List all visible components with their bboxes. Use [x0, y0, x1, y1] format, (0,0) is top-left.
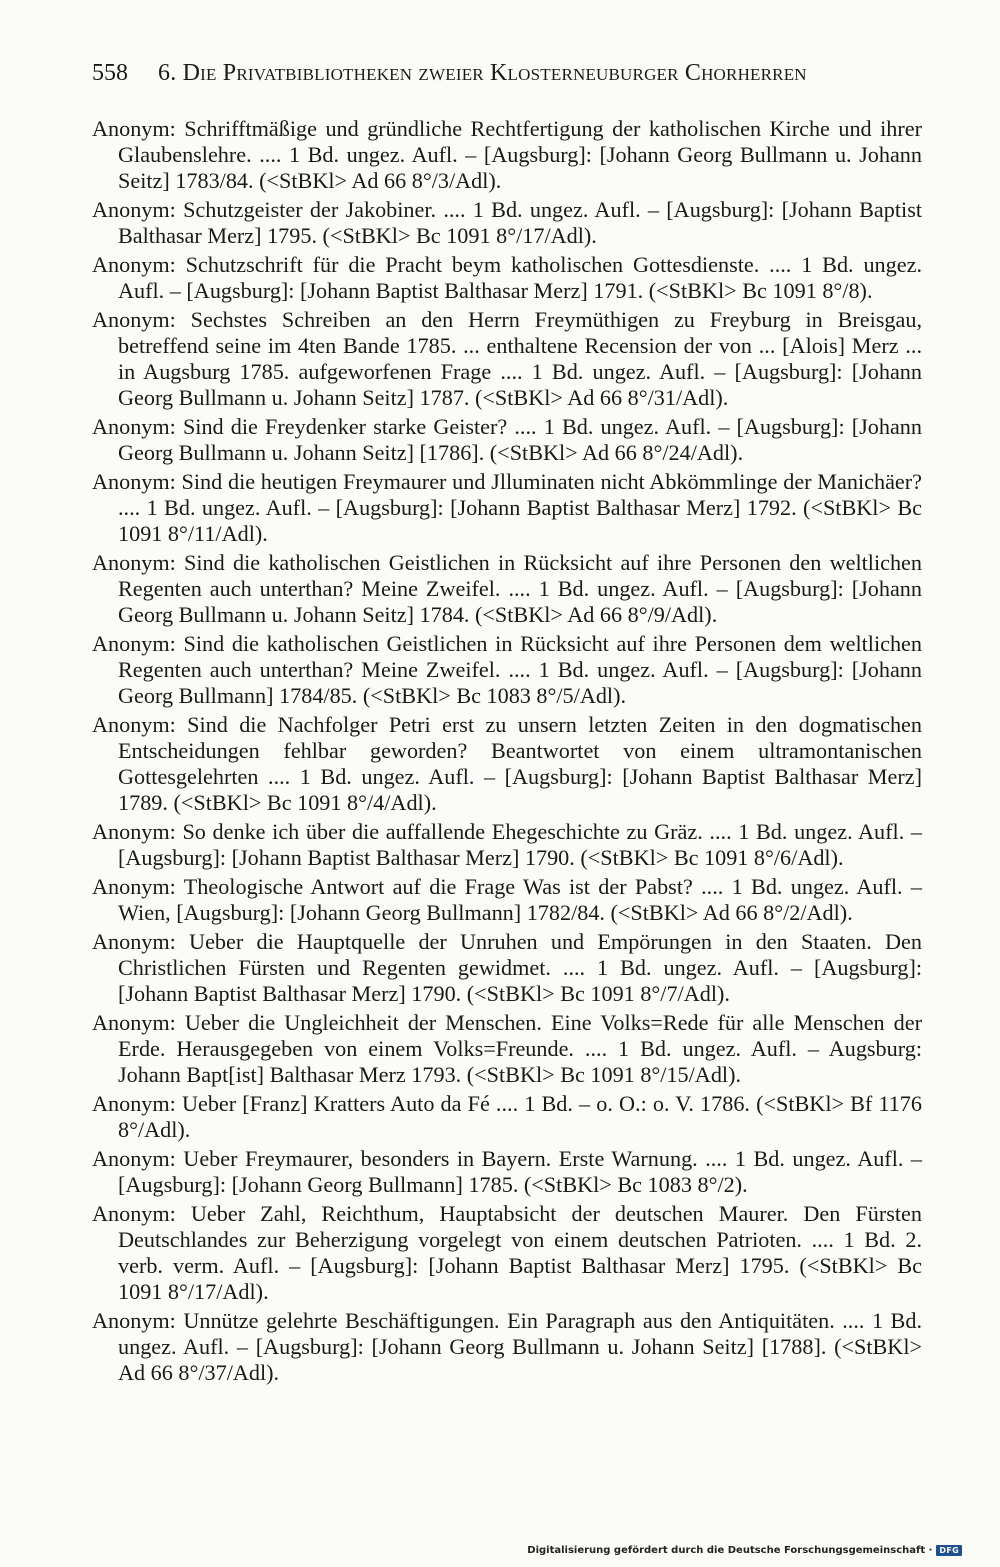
bibliography-entry: Anonym: Sind die katholischen Geistlichen in Rücksicht auf ihre Personen den weltlichen Regenten auch unterthan? Meine Zweifel. .... 1 Bd. ungez. Aufl. – [Augsburg]: [Johann Georg Bullmann u. Johann Seitz] 1784. (<StBKl> Ad 66 8°/9/Adl).: [92, 550, 922, 627]
bibliography-list: [92, 116, 922, 1389]
bibliography-entry: Anonym: Ueber die Ungleichheit der Menschen. Eine Volks=Rede für alle Menschen der Erde. Herausgegeben von einem Volks=Freunde. .... 1 Bd. ungez. Aufl. – Augsburg: Johann Bapt[ist] Balthasar Merz 1793. (<StBKl> Bc 1091 8°/15/Adl).: [92, 1010, 922, 1087]
bibliography-entry: Anonym: Sind die Nachfolger Petri erst zu unsern letzten Zeiten in den dogmatischen Entscheidungen fehlbar geworden? Beantwortet von einem ultramontanischen Gottesgelehrten .... 1 Bd. ungez. Aufl. – [Augsburg]: [Johann Baptist Balthasar Merz] 1789. (<StBKl> Bc 1091 8°/4/Adl).: [92, 712, 922, 815]
bibliography-entry: Anonym: Sechstes Schreiben an den Herrn Freymüthigen zu Freyburg in Breisgau, betreffend seine im 4ten Bande 1785. ... enthaltene Recension der von ... [Alois] Merz ... in Augsburg 1785. aufgeworfenen Frage .... 1 Bd. ungez. Aufl. – [Augsburg]: [Johann Georg Bullmann u. Johann Seitz] 1787. (<StBKl> Ad 66 8°/31/Adl).: [92, 307, 922, 410]
bibliography-entry: Anonym: Ueber Zahl, Reichthum, Hauptabsicht der deutschen Maurer. Den Fürsten Deutschlandes zur Beherzigung vorgelegt von einem deutschen Patrioten. .... 1 Bd. 2. verb. verm. Aufl. – [Augsburg]: [Johann Baptist Balthasar Merz] 1795. (<StBKl> Bc 1091 8°/17/Adl).: [92, 1201, 922, 1304]
digitization-note: [527, 1543, 962, 1557]
bibliography-entry: Anonym: Sind die Freydenker starke Geister? .... 1 Bd. ungez. Aufl. – [Augsburg]: [Johann Georg Bullmann u. Johann Seitz] [1786]. (<StBKl> Ad 66 8°/24/Adl).: [92, 414, 922, 465]
funding-notice: Digitalisierung gefördert durch die Deutsche Forschungsgemeinschaft ·: [527, 1544, 933, 1556]
bibliography-entry: Anonym: Theologische Antwort auf die Frage Was ist der Pabst? .... 1 Bd. ungez. Aufl. – Wien, [Augsburg]: [Johann Georg Bullmann] 1782/84. (<StBKl> Ad 66 8°/2/Adl).: [92, 874, 922, 925]
bibliography-entry: Anonym: Sind die heutigen Freymaurer und Jlluminaten nicht Abkömmlinge der Manichäer? .... 1 Bd. ungez. Aufl. – [Augsburg]: [Johann Baptist Balthasar Merz] 1792. (<StBKl> Bc 1091 8°/11/Adl).: [92, 469, 922, 546]
chapter-title: 6. Die Privatbibliotheken zweier Klosterneuburger Chorherren: [158, 60, 807, 86]
bibliography-entry: Anonym: Ueber [Franz] Kratters Auto da Fé .... 1 Bd. – o. O.: o. V. 1786. (<StBKl> Bf 1176 8°/Adl).: [92, 1091, 922, 1142]
dfg-logo: DFG: [936, 1545, 962, 1556]
bibliography-entry: Anonym: Schutzschrift für die Pracht beym katholischen Gottesdienste. .... 1 Bd. ungez. Aufl. – [Augsburg]: [Johann Baptist Balthasar Merz] 1791. (<StBKl> Bc 1091 8°/8).: [92, 252, 922, 303]
bibliography-entry: Anonym: Schrifftmäßige und gründliche Rechtfertigung der katholischen Kirche und ihrer Glaubenslehre. .... 1 Bd. ungez. Aufl. – [Augsburg]: [Johann Georg Bullmann u. Johann Seitz] 1783/84. (<StBKl> Ad 66 8°/3/Adl).: [92, 116, 922, 193]
bibliography-entry: Anonym: So denke ich über die auffallende Ehegeschichte zu Gräz. .... 1 Bd. ungez. Aufl. – [Augsburg]: [Johann Baptist Balthasar Merz] 1790. (<StBKl> Bc 1091 8°/6/Adl).: [92, 819, 922, 870]
bibliography-entry: Anonym: Ueber die Hauptquelle der Unruhen und Empörungen in den Staaten. Den Christlichen Fürsten und Regenten gewidmet. .... 1 Bd. ungez. Aufl. – [Augsburg]: [Johann Baptist Balthasar Merz] 1790. (<StBKl> Bc 1091 8°/7/Adl).: [92, 929, 922, 1006]
bibliography-entry: Anonym: Ueber Freymaurer, besonders in Bayern. Erste Warnung. .... 1 Bd. ungez. Aufl. – [Augsburg]: [Johann Georg Bullmann] 1785. (<StBKl> Bc 1083 8°/2).: [92, 1146, 922, 1197]
bibliography-entry: Anonym: Unnütze gelehrte Beschäftigungen. Ein Paragraph aus den Antiquitäten. .... 1 Bd. ungez. Aufl. – [Augsburg]: [Johann Georg Bullmann u. Johann Seitz] [1788]. (<StBKl> Ad 66 8°/37/Adl).: [92, 1308, 922, 1385]
bibliography-entry: Anonym: Schutzgeister der Jakobiner. .... 1 Bd. ungez. Aufl. – [Augsburg]: [Johann Baptist Balthasar Merz] 1795. (<StBKl> Bc 1091 8°/17/Adl).: [92, 197, 922, 248]
page-number: 558: [92, 60, 128, 86]
bibliography-entry: Anonym: Sind die katholischen Geistlichen in Rücksicht auf ihre Personen dem weltlichen Regenten auch unterthan? Meine Zweifel. .... 1 Bd. ungez. Aufl. – [Augsburg]: [Johann Georg Bullmann] 1784/85. (<StBKl> Bc 1083 8°/5/Adl).: [92, 631, 922, 708]
running-head: [92, 56, 922, 90]
